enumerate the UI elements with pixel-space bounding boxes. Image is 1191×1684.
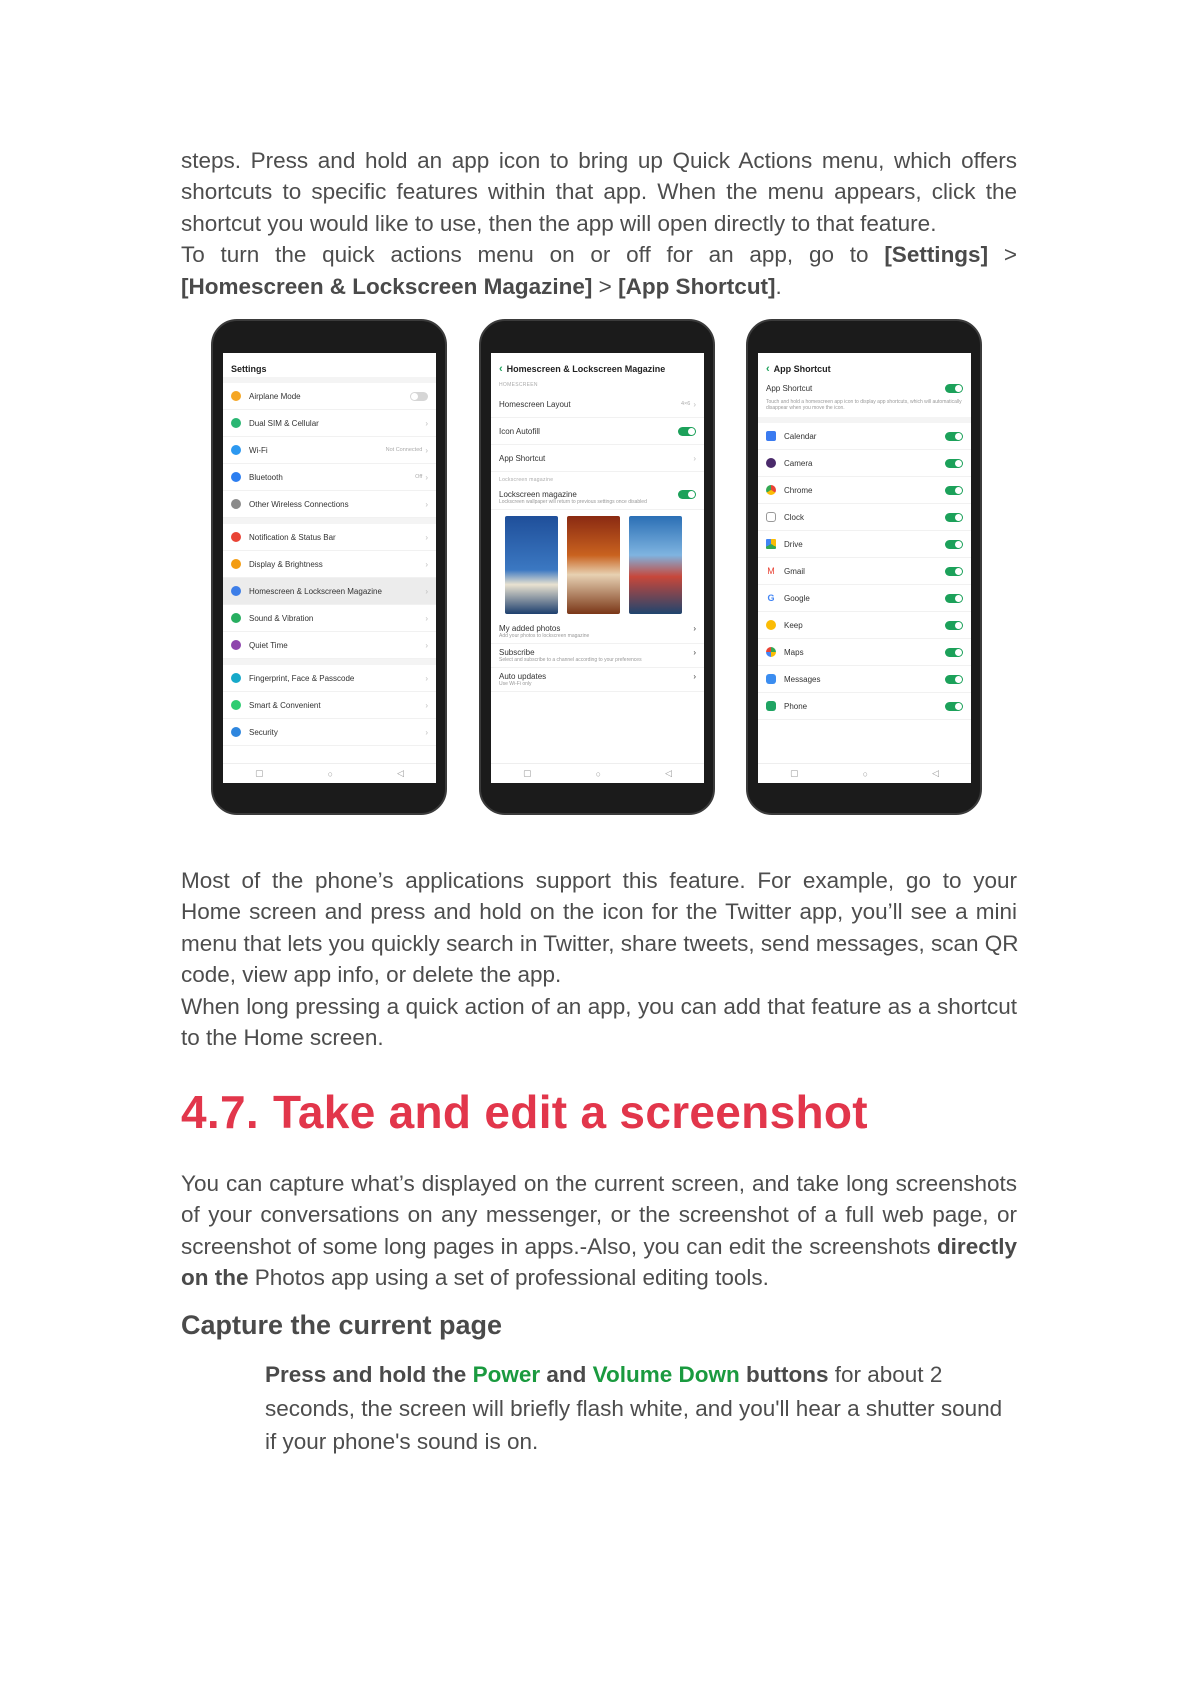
airplane-toggle[interactable] — [410, 392, 428, 401]
settings-row-display[interactable]: Display & Brightness › — [223, 551, 436, 578]
wireless-icon — [231, 499, 241, 509]
app-toggle[interactable] — [945, 594, 963, 603]
app-toggle[interactable] — [945, 459, 963, 468]
settings-row-quiet[interactable]: Quiet Time › — [223, 632, 436, 659]
settings-row-wireless[interactable]: Other Wireless Connections › — [223, 491, 436, 518]
settings-row-sound[interactable]: Sound & Vibration › — [223, 605, 436, 632]
phone-icon — [766, 701, 776, 711]
chevron-right-icon: › — [425, 700, 428, 710]
body-line: code, view app info, or delete the app. — [181, 962, 562, 988]
body-line: on the Photos app using a set of professional editing tools. — [181, 1265, 769, 1291]
sound-icon — [231, 613, 241, 623]
settings-screen — [223, 353, 436, 783]
body-line: menu that lets you quickly search in Twitter, share tweets, send messages, scan QR — [181, 930, 1019, 956]
home-icon[interactable]: ○ — [862, 768, 868, 779]
intro-line: [Homescreen & Lockscreen Magazine] > [App Shortcut]. — [181, 273, 782, 299]
app-toggle[interactable] — [945, 702, 963, 711]
body-line: You can capture what’s displayed on the current screen, and take long screenshots — [181, 1171, 1017, 1196]
settings-row-wifi[interactable]: Wi-Fi Not Connected › — [223, 437, 436, 464]
app-row-clock[interactable]: Clock — [758, 504, 971, 531]
recents-icon[interactable]: ▢ — [790, 768, 799, 778]
chevron-right-icon: › — [425, 613, 428, 623]
intro-line: To turn the quick actions menu on or off for an app, go to [Settings] > — [181, 242, 1017, 268]
app-toggle[interactable] — [945, 486, 963, 495]
body-line: Home screen and press and hold on the icon for the Twitter app, you’ll see a mini — [181, 899, 1017, 925]
intro-line: shortcuts to specific features within that app. When the menu appears, click the — [181, 179, 1017, 205]
back-arrow-icon[interactable]: ‹ — [499, 362, 503, 375]
magazine-thumbnails — [491, 510, 704, 620]
intro-paragraph — [181, 145, 1017, 302]
android-navbar — [223, 763, 436, 783]
app-row-phone[interactable]: Phone — [758, 693, 971, 720]
drive-icon — [766, 539, 776, 549]
home-icon[interactable]: ○ — [327, 768, 333, 779]
keep-icon — [766, 620, 776, 630]
back-icon[interactable]: ◁ — [932, 768, 939, 778]
clock-icon — [766, 512, 776, 522]
row-icon-autofill[interactable]: Icon Autofill — [491, 418, 704, 445]
chevron-right-icon: › — [425, 673, 428, 683]
phone-appshortcut-screenshot — [746, 319, 982, 815]
intro-line: steps. Press and hold an app icon to bring up Quick Actions menu, which offers — [181, 148, 1017, 173]
chevron-right-icon: › — [425, 532, 428, 542]
capture-instructions — [265, 1358, 1025, 1459]
settings-row-notification[interactable]: Notification & Status Bar › — [223, 524, 436, 551]
body-line: screenshot of some long pages in apps.-Also, you can edit the screenshots directly — [181, 1233, 1017, 1259]
body-line: to the Home screen. — [181, 1025, 384, 1051]
body-line: of your conversations on any messenger, or the screenshot of a full web page, or — [181, 1202, 1017, 1228]
app-row-messages[interactable]: Messages — [758, 666, 971, 693]
chevron-right-icon: › — [425, 472, 428, 482]
volume-down-label: Volume Down — [592, 1362, 740, 1387]
appshortcut-path: [App Shortcut] — [618, 273, 776, 299]
app-toggle[interactable] — [945, 675, 963, 684]
magazine-thumbnail[interactable] — [505, 516, 558, 614]
back-icon[interactable]: ◁ — [397, 768, 404, 778]
row-homescreen-layout[interactable]: Homescreen Layout 4×6 › — [491, 391, 704, 418]
smart-icon — [231, 700, 241, 710]
android-navbar — [758, 763, 971, 783]
chevron-right-icon: › — [693, 453, 696, 463]
app-toggle[interactable] — [945, 540, 963, 549]
chevron-right-icon: › — [693, 399, 696, 409]
back-icon[interactable]: ◁ — [665, 768, 672, 778]
app-row-gmail[interactable]: M Gmail — [758, 558, 971, 585]
settings-title: Settings — [231, 363, 267, 374]
body-line: Most of the phone’s applications support this feature. For example, go to your — [181, 868, 1017, 893]
chrome-icon — [766, 485, 776, 495]
row-added-photos[interactable]: My added photos › Add your photos to lockscreen magazine — [491, 620, 704, 644]
app-toggle[interactable] — [945, 567, 963, 576]
intro-line: shortcut you would like to use, then the app will open directly to that feature. — [181, 210, 937, 236]
settings-row-dualsim[interactable]: Dual SIM & Cellular › — [223, 410, 436, 437]
power-button-label: Power — [472, 1362, 541, 1387]
settings-row-airplane[interactable]: Airplane Mode — [223, 383, 436, 410]
app-toggle[interactable] — [945, 648, 963, 657]
appshortcut-screen — [758, 353, 971, 783]
body-line: When long pressing a quick action of an app, you can add that feature as a shortcut — [181, 993, 1017, 1019]
app-row-chrome[interactable]: Chrome — [758, 477, 971, 504]
messages-icon — [766, 674, 776, 684]
autofill-toggle[interactable] — [678, 427, 696, 436]
appshortcut-description: Touch and hold a homescreen app icon to display app shortcuts, which will automatically disappear when you move the icon. — [766, 399, 962, 411]
settings-row-homescreen[interactable]: Homescreen & Lockscreen Magazine › — [223, 578, 436, 605]
app-toggle[interactable] — [945, 621, 963, 630]
section-homescreen: HOMESCREEN — [499, 382, 538, 388]
airplane-icon — [231, 391, 241, 401]
gmail-icon: M — [767, 566, 775, 576]
section-title: Take and edit a screenshot — [272, 1086, 868, 1138]
row-app-shortcut-master[interactable]: App Shortcut — [758, 377, 971, 399]
magazine-thumbnail[interactable] — [567, 516, 620, 614]
screenshot-paragraph — [181, 1168, 1017, 1294]
app-toggle[interactable] — [945, 432, 963, 441]
camera-icon — [766, 458, 776, 468]
section-lockscreen: Lockscreen magazine — [499, 477, 554, 483]
phone-homescreen-screenshot — [479, 319, 715, 815]
body-line: seconds, the screen will briefly flash white, and you'll hear a shutter sound — [265, 1395, 1003, 1421]
row-app-shortcut[interactable]: App Shortcut › — [491, 445, 704, 472]
app-row-keep[interactable]: Keep — [758, 612, 971, 639]
chevron-right-icon: › — [425, 640, 428, 650]
magazine-thumbnail[interactable] — [629, 516, 682, 614]
app-row-maps[interactable]: Maps — [758, 639, 971, 666]
appshortcut-title: App Shortcut — [773, 363, 831, 374]
section-number: 4.7. — [181, 1086, 259, 1138]
settings-row-bluetooth[interactable]: Bluetooth Off › — [223, 464, 436, 491]
homescreen-icon — [231, 586, 241, 596]
homescreen-screen — [491, 353, 704, 783]
app-row-drive[interactable]: Drive — [758, 531, 971, 558]
appshortcut-master-toggle[interactable] — [945, 384, 963, 393]
body-line: if your phone's sound is on. — [265, 1429, 539, 1454]
row-auto-updates[interactable]: Auto updates › Use Wi-Fi only — [491, 668, 704, 692]
notification-icon — [231, 532, 241, 542]
settings-row-smart[interactable]: Smart & Convenient › — [223, 692, 436, 719]
chevron-right-icon: › — [425, 586, 428, 596]
app-row-google[interactable]: G Google — [758, 585, 971, 612]
body-line: Press and hold the Power and Volume Down buttons for about 2 — [265, 1362, 943, 1387]
recents-icon[interactable]: ▢ — [255, 768, 264, 778]
chevron-right-icon: › — [425, 445, 428, 455]
app-row-camera[interactable]: Camera — [758, 450, 971, 477]
home-icon[interactable]: ○ — [595, 768, 601, 779]
fingerprint-icon — [231, 673, 241, 683]
wifi-icon — [231, 445, 241, 455]
maps-icon — [766, 647, 776, 657]
settings-row-fingerprint[interactable]: Fingerprint, Face & Passcode › — [223, 665, 436, 692]
chevron-right-icon: › — [425, 418, 428, 428]
section-heading — [181, 1085, 868, 1139]
google-icon: G — [767, 593, 775, 603]
settings-row-security[interactable]: Security › — [223, 719, 436, 746]
subheading: Capture the current page — [181, 1310, 503, 1340]
settings-path: [Settings] — [884, 242, 989, 268]
magazine-toggle[interactable] — [678, 490, 696, 499]
app-row-calendar[interactable]: Calendar — [758, 423, 971, 450]
chevron-right-icon: › — [425, 499, 428, 509]
feature-paragraph — [181, 865, 1017, 1053]
bluetooth-icon — [231, 472, 241, 482]
chevron-right-icon: › — [425, 727, 428, 737]
row-subscribe[interactable]: Subscribe › Select and subscribe to a channel according to your preferences — [491, 644, 704, 668]
moon-icon — [231, 640, 241, 650]
shield-icon — [231, 727, 241, 737]
brightness-icon — [231, 559, 241, 569]
calendar-icon — [766, 431, 776, 441]
app-toggle[interactable] — [945, 513, 963, 522]
row-lockscreen-magazine[interactable]: Lockscreen magazine Lockscreen wallpaper will return to previous settings once disabled — [491, 486, 704, 510]
sim-icon — [231, 418, 241, 428]
android-navbar — [491, 763, 704, 783]
homescreen-path: [Homescreen & Lockscreen Magazine] — [181, 273, 593, 299]
chevron-right-icon: › — [425, 559, 428, 569]
homescreen-title: Homescreen & Lockscreen Magazine — [506, 363, 666, 374]
phone-settings-screenshot — [211, 319, 447, 815]
recents-icon[interactable]: ▢ — [523, 768, 532, 778]
back-arrow-icon[interactable]: ‹ — [766, 362, 770, 375]
